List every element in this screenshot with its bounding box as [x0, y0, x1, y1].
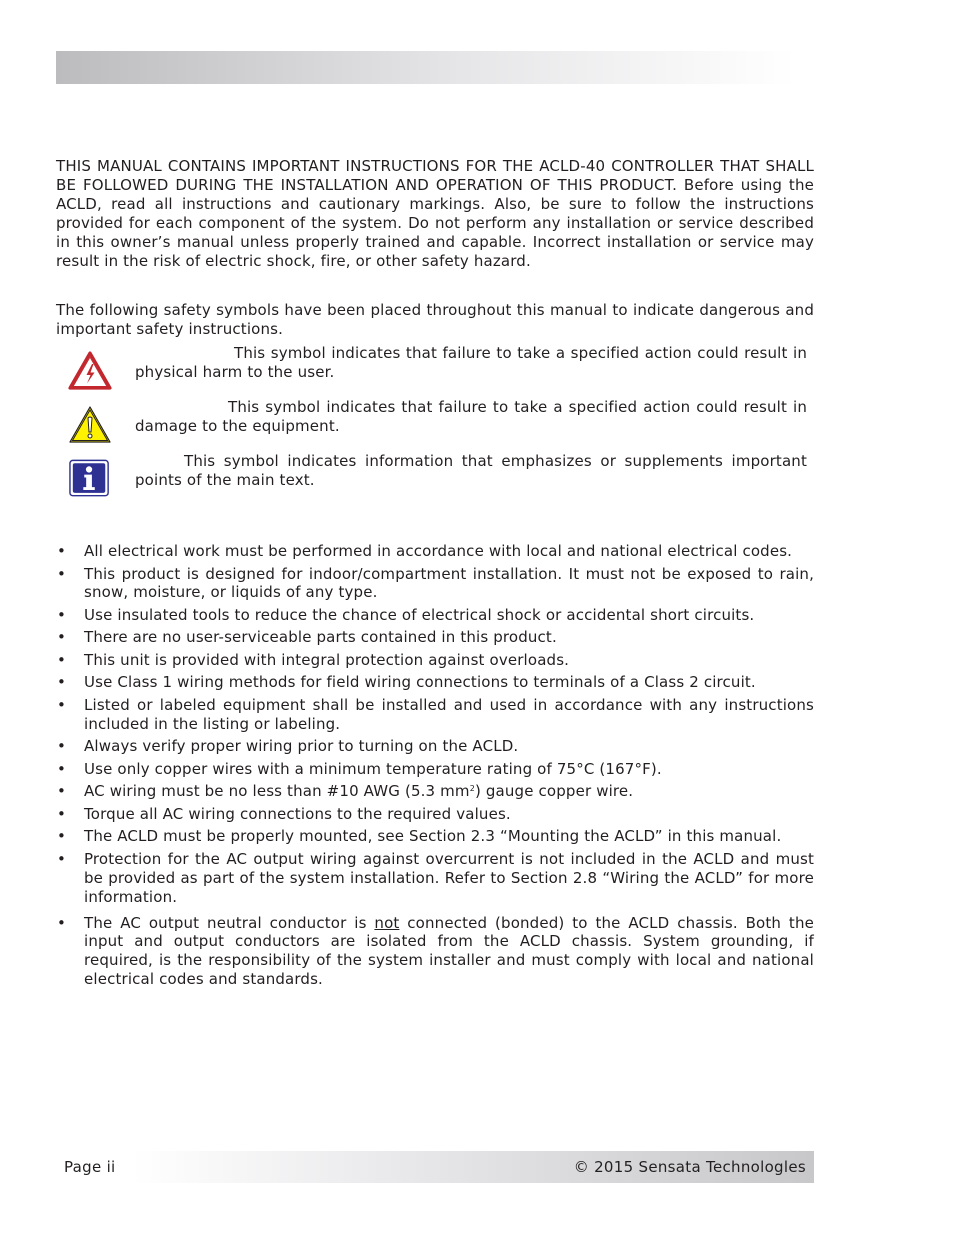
- info-icon: [69, 459, 111, 498]
- symbol-warning-text: This symbol indicates that failure to take a specified action could result in physical harm to the user.: [135, 344, 807, 381]
- caution-exclamation-icon: [68, 405, 112, 445]
- symbols-intro: The following safety symbols have been placed throughout this manual to indicate dangerous and important safety instructions.: [56, 301, 814, 338]
- list-item: • Use only copper wires with a minimum temperature rating of 75°C (167°F).: [57, 759, 662, 778]
- list-item: • Use Class 1 wiring methods for field wiring connections to terminals of a Class 2 circuit.: [57, 673, 756, 692]
- list-item: • There are no user-serviceable parts contained in this product.: [57, 628, 557, 647]
- symbol-row-caution: [56, 398, 808, 455]
- list-item: • AC wiring must be no less than #10 AWG (5.3 $mm^2$) gauge copper wire.: [57, 782, 634, 801]
- list-item: • All electrical work must be performed in accordance with local and national electrical codes.: [57, 542, 793, 560]
- page-footer: [56, 1151, 814, 1183]
- intro-paragraph: THIS MANUAL CONTAINS IMPORTANT INSTRUCTIONS FOR THE ACLD-40 CONTROLLER THAT SHALL BE FOLLOWED DURING THE INSTALLATION AND OPERATION OF THIS PRODUCT. Before using the ACLD, read all instructions and cautionary markings. Also, be sure to follow the instructions provided for each component of the system. Do not perform any installation or service described in this owner’s manual unless properly trained and capable. Incorrect installation or service may result in the risk of electric shock, fire, or other safety hazard.: [56, 157, 814, 270]
- list-item: • Torque all AC wiring connections to the required values.: [57, 804, 511, 823]
- list-item: • This product is designed for indoor/compartment installation. It must not be exposed to rain, snow, moisture, or liquids of any type.: [57, 564, 814, 602]
- safety-instructions-list: [56, 542, 814, 993]
- list-item: • Listed or labeled equipment shall be installed and used in accordance with any instructions included in the listing or labeling.: [57, 695, 814, 733]
- copyright-notice: © 2015 Sensata Technologles: [573, 1158, 806, 1176]
- header-bar: [56, 51, 796, 84]
- list-item: • Protection for the AC output wiring against overcurrent is not included in the ACLD and must be provided as part of the system installation. Refer to Section 2.8 “Wiring the ACLD” for more information.: [57, 849, 814, 906]
- symbol-caution-text: This symbol indicates that failure to take a specified action could result in damage to the equipment.: [135, 398, 807, 435]
- warning-electric-shock-icon: [68, 351, 112, 391]
- list-item: • The AC output neutral conductor is not connected (bonded) to the ACLD chassis. Both the input and output conductors are isolated from the ACLD chassis. System grounding, if required, is the responsibility of the system installer and must comply with local and national electrical codes and standards.: [57, 913, 814, 989]
- list-item: • Always verify proper wiring prior to turning on the ACLD.: [57, 737, 519, 756]
- page-number: Page ii: [64, 1158, 116, 1176]
- list-item: • This unit is provided with integral protection against overloads.: [57, 650, 570, 669]
- symbol-info-text: This symbol indicates information that emphasizes or supplements important points of the main text.: [135, 452, 807, 489]
- symbol-row-info: [56, 452, 808, 509]
- list-item: • The ACLD must be properly mounted, see Section 2.3 “Mounting the ACLD” in this manual.: [57, 827, 782, 846]
- list-item: • Use insulated tools to reduce the chance of electrical shock or accidental short circuits.: [57, 605, 755, 624]
- symbol-row-warning: [56, 344, 808, 401]
